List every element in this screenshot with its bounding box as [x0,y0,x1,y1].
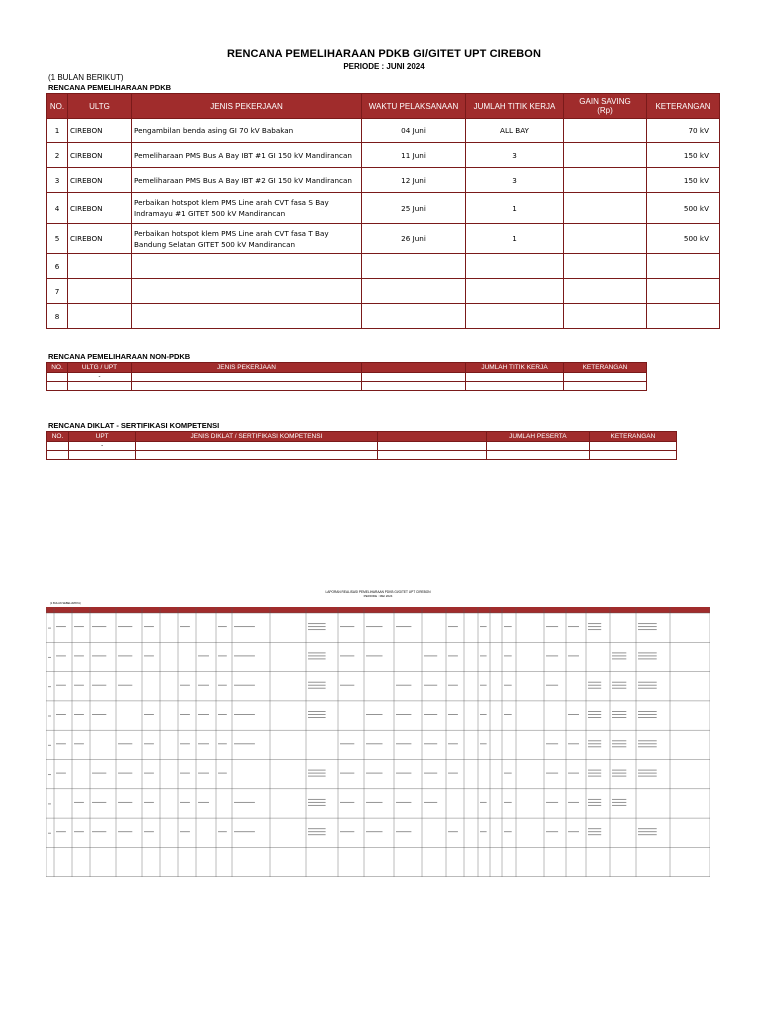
row-waktu [362,279,466,304]
row-jenis [132,279,362,304]
table-row [47,279,720,304]
diklat-table [46,431,677,460]
row-gain [564,224,647,254]
header-no: NO. [47,94,68,119]
row-titik: 1 [466,224,564,254]
row-ultg: - [68,373,132,382]
row-ultg: CIREBON [68,119,132,143]
report-title: LAPORAN REALISASI PEMELIHARAAN PDKB GI/GITET UPT CIREBON [325,590,431,594]
page-title: RENCANA PEMELIHARAAN PDKB GI/GITET UPT CIREBON [226,48,542,60]
header-ultg-upt: ULTG / UPT [68,363,132,373]
header-blank [362,363,466,373]
section-title-pdkb: RENCANA PEMELIHARAAN PDKB [48,83,172,92]
row-no: 1 [47,119,68,143]
row-no: 5 [47,224,68,254]
header-jenis: JENIS PEKERJAAN [132,94,362,119]
row-ultg [68,254,132,279]
header-waktu: WAKTU PELAKSANAAN [362,94,466,119]
row-ultg: CIREBON [68,168,132,193]
row-waktu: 11 Juni [362,143,466,168]
row-ket: 70 kV [647,119,720,143]
month-note: (1 BULAN BERIKUT) [48,73,124,82]
table-row [47,193,720,224]
header-titik: JUMLAH TITIK KERJA [466,94,564,119]
section-title-diklat: RENCANA DIKLAT - SERTIFIKASI KOMPETENSI [48,421,220,430]
table-row [47,143,720,168]
report-table [46,607,710,877]
header-jenis: JENIS PEKERJAAN [132,363,362,373]
header-peserta: JUMLAH PESERTA [486,432,589,442]
header-blank [377,432,486,442]
row-ket: 500 kV [647,193,720,224]
row-waktu: 26 Juni [362,224,466,254]
header-ket: KETERANGAN [564,363,647,373]
row-titik: ALL BAY [466,119,564,143]
row-gain [564,304,647,329]
row-titik [466,304,564,329]
table-row [47,373,678,382]
header-gain [564,94,647,119]
row-ultg [68,304,132,329]
section-title-nonpdkb: RENCANA PEMELIHARAAN NON-PDKB [48,352,191,361]
header-no: NO. [47,432,69,442]
row-jenis: Perbaikan hotspot klem PMS Line arah CVT fasa T Bay Bandung Selatan GITET 500 kV Mandirancan [132,224,362,254]
row-no: 3 [47,168,68,193]
row-no: 2 [47,143,68,168]
header-jenis-diklat: JENIS DIKLAT / SERTIFIKASI KOMPETENSI [136,432,377,442]
header-ultg: ULTG [68,94,132,119]
row-titik: 1 [466,193,564,224]
row-gain [564,168,647,193]
row-ket: 500 kV [647,224,720,254]
row-ultg [68,279,132,304]
row-waktu: 25 Juni [362,193,466,224]
header-gain-line2: (Rp) [597,106,613,115]
row-ket [647,254,720,279]
row-gain [564,193,647,224]
row-titik [466,279,564,304]
row-jenis: Pengambilan benda asing GI 70 kV Babakan [132,119,362,143]
row-gain [564,279,647,304]
row-titik: 3 [466,168,564,193]
header-ket: KETERANGAN [647,94,720,119]
row-ultg: CIREBON [68,143,132,168]
row-jenis [132,254,362,279]
row-gain [564,119,647,143]
header-gain-line1: GAIN SAVING [579,97,631,106]
row-ultg: CIREBON [68,193,132,224]
table-row [47,382,678,391]
row-waktu [362,254,466,279]
row-ket [647,279,720,304]
row-gain [564,143,647,168]
table-row [47,119,720,143]
table-row [47,451,677,460]
period-label: PERIODE : JUNI 2024 [343,62,425,71]
row-ultg: CIREBON [68,224,132,254]
row-titik [466,254,564,279]
report-period: PERIODE : MEI 2024 [363,594,393,598]
row-jenis: Pemeliharaan PMS Bus A Bay IBT #2 GI 150 kV Mandirancan [132,168,362,193]
row-jenis [132,304,362,329]
table-row [47,168,720,193]
pdkb-table [46,93,720,329]
row-waktu: 04 Juni [362,119,466,143]
table-row [47,224,720,254]
row-upt: - [69,442,136,451]
header-titik: JUMLAH TITIK KERJA [466,363,564,373]
row-ket [647,304,720,329]
row-no: 6 [47,254,68,279]
row-jenis: Perbaikan hotspot klem PMS Line arah CVT fasa S Bay Indramayu #1 GITET 500 kV Mandirancan [132,193,362,224]
table-row [47,442,677,451]
table-row [47,254,720,279]
row-ket: 150 kV [647,168,720,193]
report-note: (1 BULAN SEBELUMNYA) [50,602,81,605]
row-titik: 3 [466,143,564,168]
row-jenis: Pemeliharaan PMS Bus A Bay IBT #1 GI 150 kV Mandirancan [132,143,362,168]
report-thumbnail [46,590,710,880]
row-no: 8 [47,304,68,329]
row-no: 7 [47,279,68,304]
header-upt: UPT [69,432,136,442]
header-ket: KETERANGAN [589,432,676,442]
header-no: NO. [47,363,68,373]
row-no: 4 [47,193,68,224]
row-waktu [362,304,466,329]
row-waktu: 12 Juni [362,168,466,193]
nonpdkb-table [46,362,678,391]
row-gain [564,254,647,279]
row-ket: 150 kV [647,143,720,168]
table-row [47,304,720,329]
